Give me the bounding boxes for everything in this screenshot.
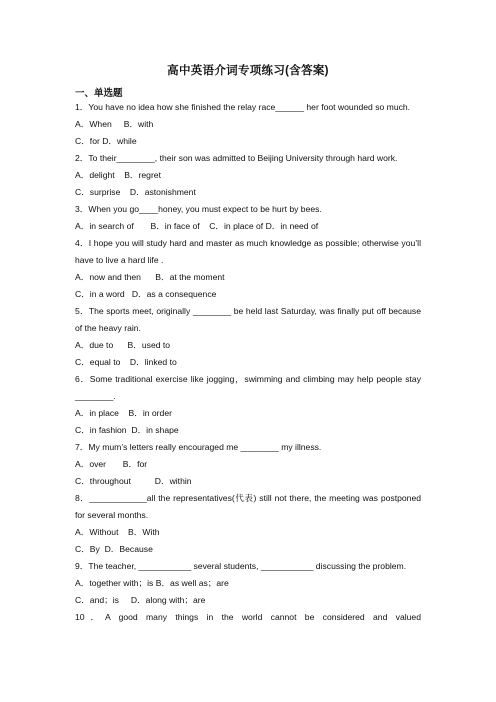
question-options: C．in a word D．as a consequence — [75, 289, 217, 299]
question-stem: 2．To their________, their son was admitted to Beijing University through hard work. — [75, 153, 398, 163]
section-heading: 一、单选题 — [75, 88, 123, 99]
question-item — [75, 303, 421, 371]
question-options: A．in place B．in order — [75, 408, 172, 418]
question-stem: 4．I hope you will study hard and master as much knowledge as possible; otherwise you’ll have to live a hard life . — [75, 238, 421, 265]
document-title: 高中英语介词专项练习(含答案) — [167, 65, 329, 77]
question-options: A．Without B．With — [75, 527, 160, 537]
question-stem: 5．The sports meet, originally ________ be held last Saturday, was finally put off because of the heavy rain. — [75, 306, 421, 333]
question-options: A．over B．for — [75, 459, 148, 469]
question-options: C．By D．Because — [75, 544, 153, 554]
question-item — [75, 150, 421, 201]
question-stem: 7．My mum’s letters really encouraged me ________ my illness. — [75, 442, 322, 452]
question-list — [75, 99, 421, 626]
question-options: A．in search of B．in face of C．in place of D．in need of — [75, 221, 319, 231]
question-item — [75, 99, 421, 150]
question-stem: 10．A good many things in the world cannot be considered and valued — [75, 612, 421, 622]
question-options: C．in fashion D．in shape — [75, 425, 179, 435]
question-item — [75, 201, 421, 235]
question-item — [75, 490, 421, 558]
question-item — [75, 371, 421, 439]
question-options: A．now and then B．at the moment — [75, 272, 225, 282]
question-options: C．surprise D．astonishment — [75, 187, 196, 197]
question-options: C．throughout D．within — [75, 476, 192, 486]
question-options: C．for D．while — [75, 136, 137, 146]
question-stem: 1．You have no idea how she finished the relay race______ her foot wounded so much. — [75, 102, 411, 112]
question-item — [75, 558, 421, 609]
question-item — [75, 609, 421, 626]
question-stem: 6．Some traditional exercise like jogging，swimming and climbing may help people stay ________. — [75, 374, 421, 401]
question-stem: 9．The teacher, ___________ several students, ___________ discussing the problem. — [75, 561, 407, 571]
question-item — [75, 439, 421, 490]
question-options: A．When B．with — [75, 119, 154, 129]
question-stem: 3．When you go____honey, you must expect to be hurt by bees. — [75, 204, 322, 214]
question-options: A．due to B．used to — [75, 340, 171, 350]
question-options: A．together with；is B．as well as；are — [75, 578, 229, 588]
question-item — [75, 235, 421, 303]
question-options: C．equal to D．linked to — [75, 357, 177, 367]
question-options: C．and；is D．along with；are — [75, 595, 206, 605]
question-stem: 8．____________all the representatives(代表) still not there, the meeting was postponed for several months. — [75, 493, 421, 520]
question-options: A．delight B．regret — [75, 170, 161, 180]
